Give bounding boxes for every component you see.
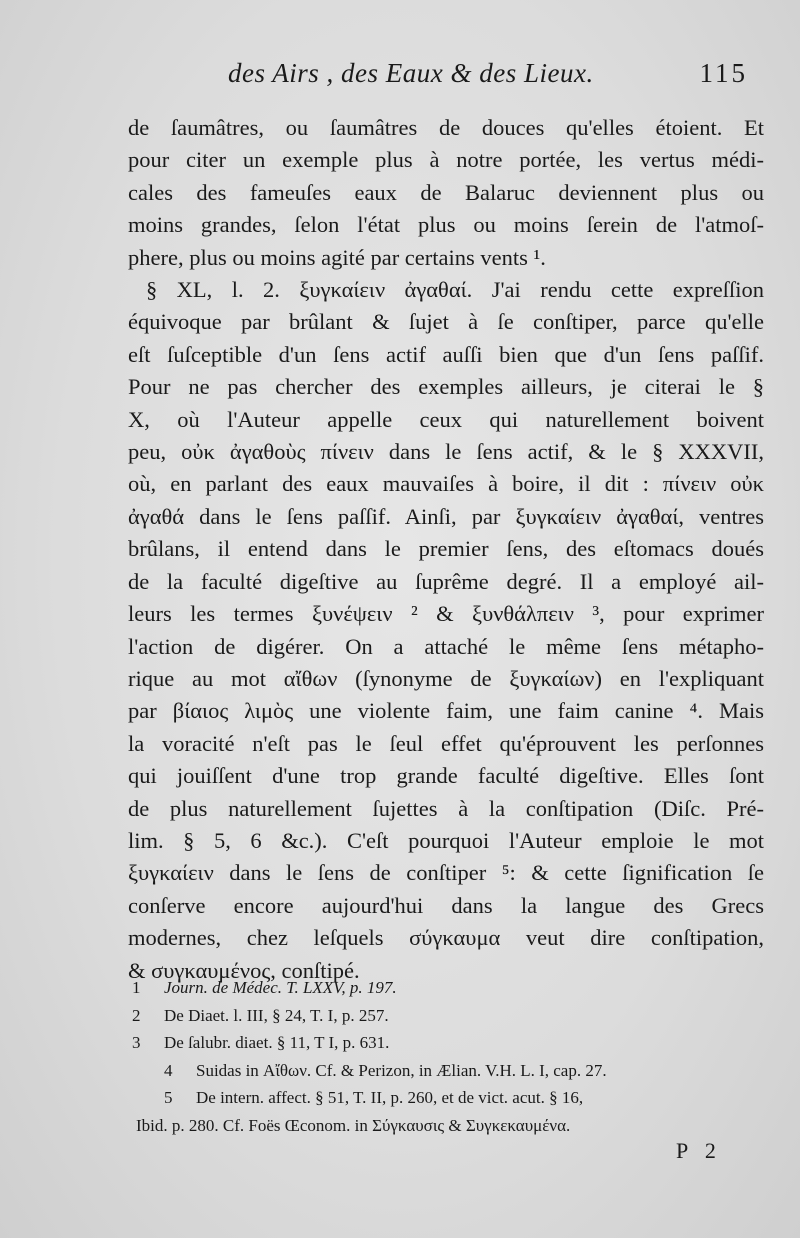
text-line: la voracité n'eſt pas le ſeul effet qu'éprouvent les perſonnes (128, 730, 764, 756)
signature-mark: P 2 (676, 1138, 722, 1163)
body-text (128, 112, 764, 987)
footnote-text: Ibid. p. 280. Cf. Foës Œconom. in Σύγκαυσις & Συγκεκαυμένα. (136, 1115, 571, 1135)
text-line: moins grandes, ſelon l'état plus ou moins ſerein de l'atmoſ- (128, 212, 764, 238)
text-line: de ſaumâtres, ou ſaumâtres de douces qu'elles étoient. Et (128, 115, 764, 140)
text-line: § XL, l. 2. ξυγκαίειν ἀγαθαί. J'ai rendu cette expreſſion (146, 277, 764, 303)
text-line: de la faculté digeſtive au ſuprême degré. Il a employé ail- (128, 568, 764, 594)
text-line: & συγκαυμένος, conſtipé. (128, 957, 360, 983)
text-line: brûlans, il entend dans le premier ſens, des eſtomacs doués (128, 536, 764, 562)
footnote-text: Journ. de Médec. T. LXXV, p. 197. (164, 978, 397, 997)
footnote (128, 974, 768, 1002)
page-number: 115 (699, 58, 748, 88)
text-line: leurs les termes ξυνέψειν ² & ξυνθάλπειν ³, pour exprimer (128, 601, 764, 627)
text-line: équivoque par brûlant & ſujet à ſe conſtiper, parce qu'elle (128, 309, 764, 335)
footnote-text: De Diaet. l. III, § 24, T. I, p. 257. (164, 1005, 389, 1025)
text-line: X, où l'Auteur appelle ceux qui naturellement boivent (128, 406, 764, 432)
footnote-number: 5 (164, 1088, 173, 1107)
footnote (128, 1057, 768, 1085)
text-line: modernes, chez leſquels σύγκαυμα veut dire conſtipation, (128, 925, 764, 951)
text-line: peu, οὐκ ἀγαθοὺς πίνειν dans le ſens actif, & le § XXXVII, (128, 439, 764, 465)
text-line: phere, plus ou moins agité par certains vents ¹. (128, 244, 546, 270)
footnote-number: 1 (132, 978, 141, 997)
text-line: ἀγαθά dans le ſens paſſif. Ainſi, par ξυγκαίειν ἀγαθαί, ventres (128, 503, 764, 529)
footnote (128, 1084, 768, 1112)
footnote-number: 2 (132, 1005, 141, 1025)
footnotes (128, 974, 768, 1139)
footnote-number: 4 (164, 1060, 173, 1080)
text-line: où, en parlant des eaux mauvaiſes à boire, il dit : πίνειν οὐκ (128, 471, 764, 497)
text-line: l'action de digérer. On a attaché le même ſens métapho- (128, 633, 764, 659)
running-head (228, 58, 748, 98)
text-line: cales des fameuſes eaux de Balaruc deviennent plus ou (128, 179, 764, 205)
footnote-number: 3 (132, 1033, 141, 1052)
text-line: de plus naturellement ſujettes à la conſtipation (Diſc. Pré- (128, 795, 764, 821)
running-head-title: des Airs , des Eaux & des Lieux. (228, 58, 594, 88)
text-line: qui jouiſſent d'une trop grande faculté digeſtive. Elles ſont (128, 763, 764, 789)
footnote (128, 1002, 768, 1030)
text-line: pour citer un exemple plus à notre portée, les vertus médi- (128, 147, 764, 173)
text-line: Pour ne pas chercher des exemples ailleurs, je citerai le § (128, 374, 764, 400)
text-line: lim. § 5, 6 &c.). C'eſt pourquoi l'Auteur emploie le mot (128, 827, 764, 853)
text-line: rique au mot αἴθων (ſynonyme de ξυγκαίων) en l'expliquant (128, 665, 764, 691)
footnote-text: De intern. affect. § 51, T. II, p. 260, et de vict. acut. § 16, (196, 1088, 584, 1107)
text-line: par βίαιος λιμὸς une violente faim, une faim canine ⁴. Mais (128, 698, 764, 724)
footnote-continuation (128, 1112, 768, 1140)
text-line: ξυγκαίειν dans le ſens de conſtiper ⁵: & cette ſignification ſe (128, 860, 764, 886)
footnote-text: Suidas in Αἴθων. Cf. & Perizon, in Ælian. V.H. L. I, cap. 27. (196, 1060, 607, 1080)
footnote (128, 1029, 768, 1057)
text-line: eſt ſuſceptible d'un ſens actif auſſi bien que d'un ſens paſſif. (128, 341, 764, 367)
footnote-text: De ſalubr. diaet. § 11, T I, p. 631. (164, 1033, 390, 1052)
text-line: conſerve encore aujourd'hui dans la langue des Grecs (128, 892, 764, 918)
